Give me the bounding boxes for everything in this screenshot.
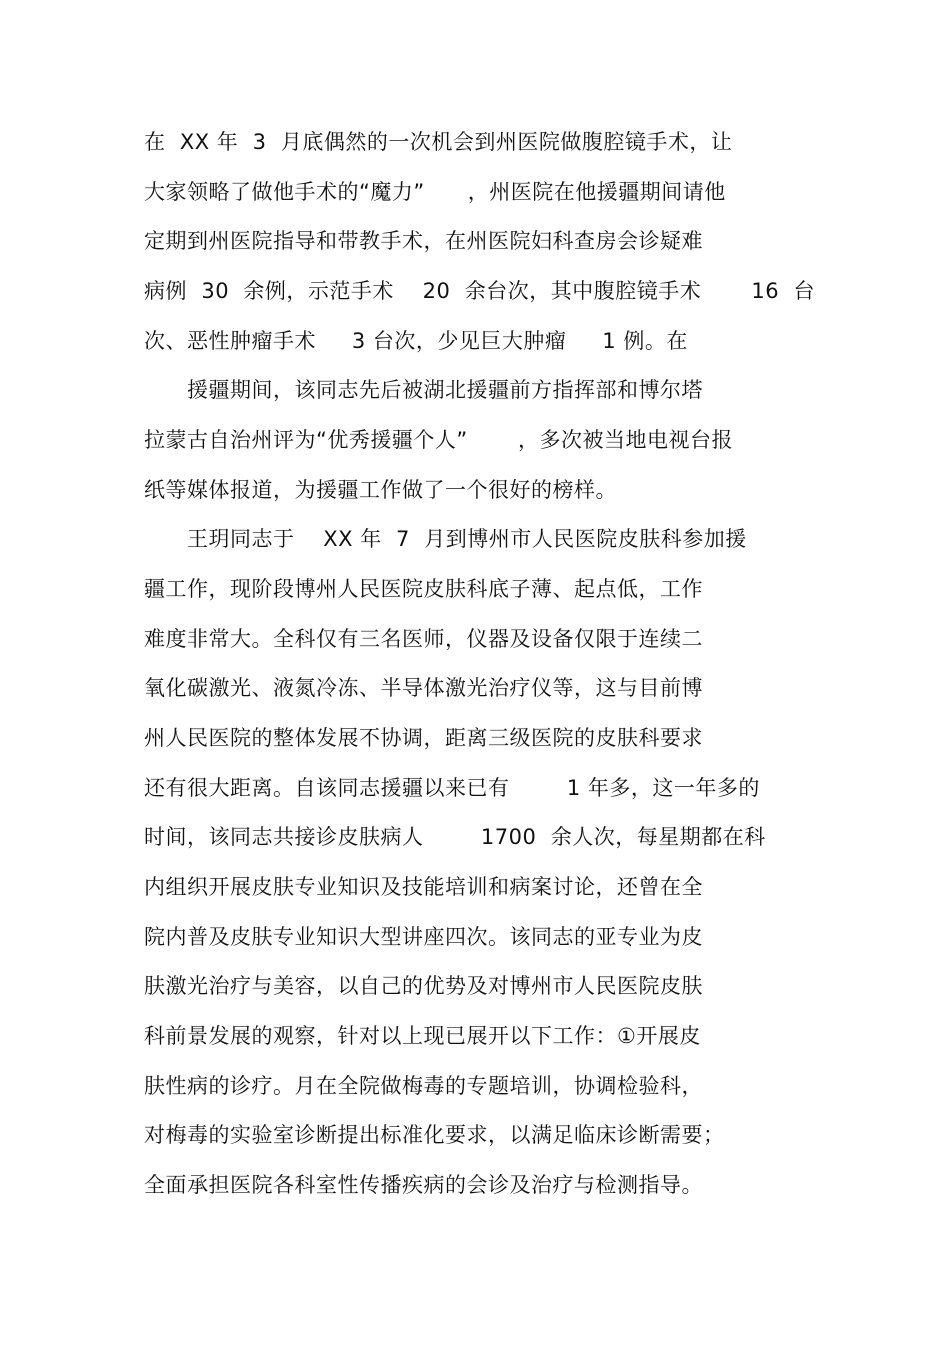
text-line: 科前景发展的观察，针对以上现已展开以下工作：①开展皮 [144, 1024, 701, 1048]
text-line: 大家领略了做他手术的“魔力” ，州医院在他援疆期间请他 [144, 180, 726, 204]
text-line: 定期到州医院指导和带教手术，在州医院妇科查房会诊疑难 [144, 229, 703, 253]
text-line: 肤性病的诊疗。月在全院做梅毒的专题培训，协调检验科， [144, 1074, 703, 1098]
text-line: 时间，该同志共接诊皮肤病人 1700 余人次，每星期都在科 [144, 825, 766, 849]
text-line: 氧化碳激光、液氮冷冻、半导体激光治疗仪等，这与目前博 [144, 676, 703, 700]
text-line: 援疆期间，该同志先后被湖北援疆前方指挥部和博尔塔 [144, 378, 704, 402]
text-line: 州人民医院的整体发展不协调，距离三级医院的皮肤科要求 [144, 726, 703, 750]
text-line: 还有很大距离。自该同志援疆以来已有 1 年多，这一年多的 [144, 776, 760, 800]
text-line: 拉蒙古自治州评为“优秀援疆个人” ，多次被当地电视台报 [144, 428, 733, 452]
text-line: 病例 30 余例，示范手术 20 余台次，其中腹腔镜手术 16 台 [144, 279, 815, 303]
text-line: 肤激光治疗与美容，以自己的优势及对博州市人民医院皮肤 [144, 974, 703, 998]
text-line: 全面承担医院各科室性传播疾病的会诊及治疗与检测指导。 [144, 1173, 703, 1197]
text-line: 内组织开展皮肤专业知识及技能培训和病案讨论，还曾在全 [144, 875, 703, 899]
text-line: 难度非常大。全科仅有三名医师，仪器及设备仅限于连续二 [144, 627, 703, 651]
text-line: 王玥同志于 XX 年 7 月到博州市人民医院皮肤科参加援 [144, 527, 747, 551]
text-line: 对梅毒的实验室诊断提出标准化要求，以满足临床诊断需要； [144, 1123, 725, 1147]
text-line: 次、恶性肿瘤手术 3 台次，少见巨大肿瘤 1 例。在 [144, 329, 688, 353]
text-line: 疆工作，现阶段博州人民医院皮肤科底子薄、起点低，工作 [144, 577, 703, 601]
text-line: 纸等媒体报道，为援疆工作做了一个很好的榜样。 [144, 478, 617, 502]
text-line: 院内普及皮肤专业知识大型讲座四次。该同志的亚专业为皮 [144, 925, 703, 949]
text-line: 在 XX 年 3 月底偶然的一次机会到州医院做腹腔镜手术，让 [144, 130, 733, 154]
